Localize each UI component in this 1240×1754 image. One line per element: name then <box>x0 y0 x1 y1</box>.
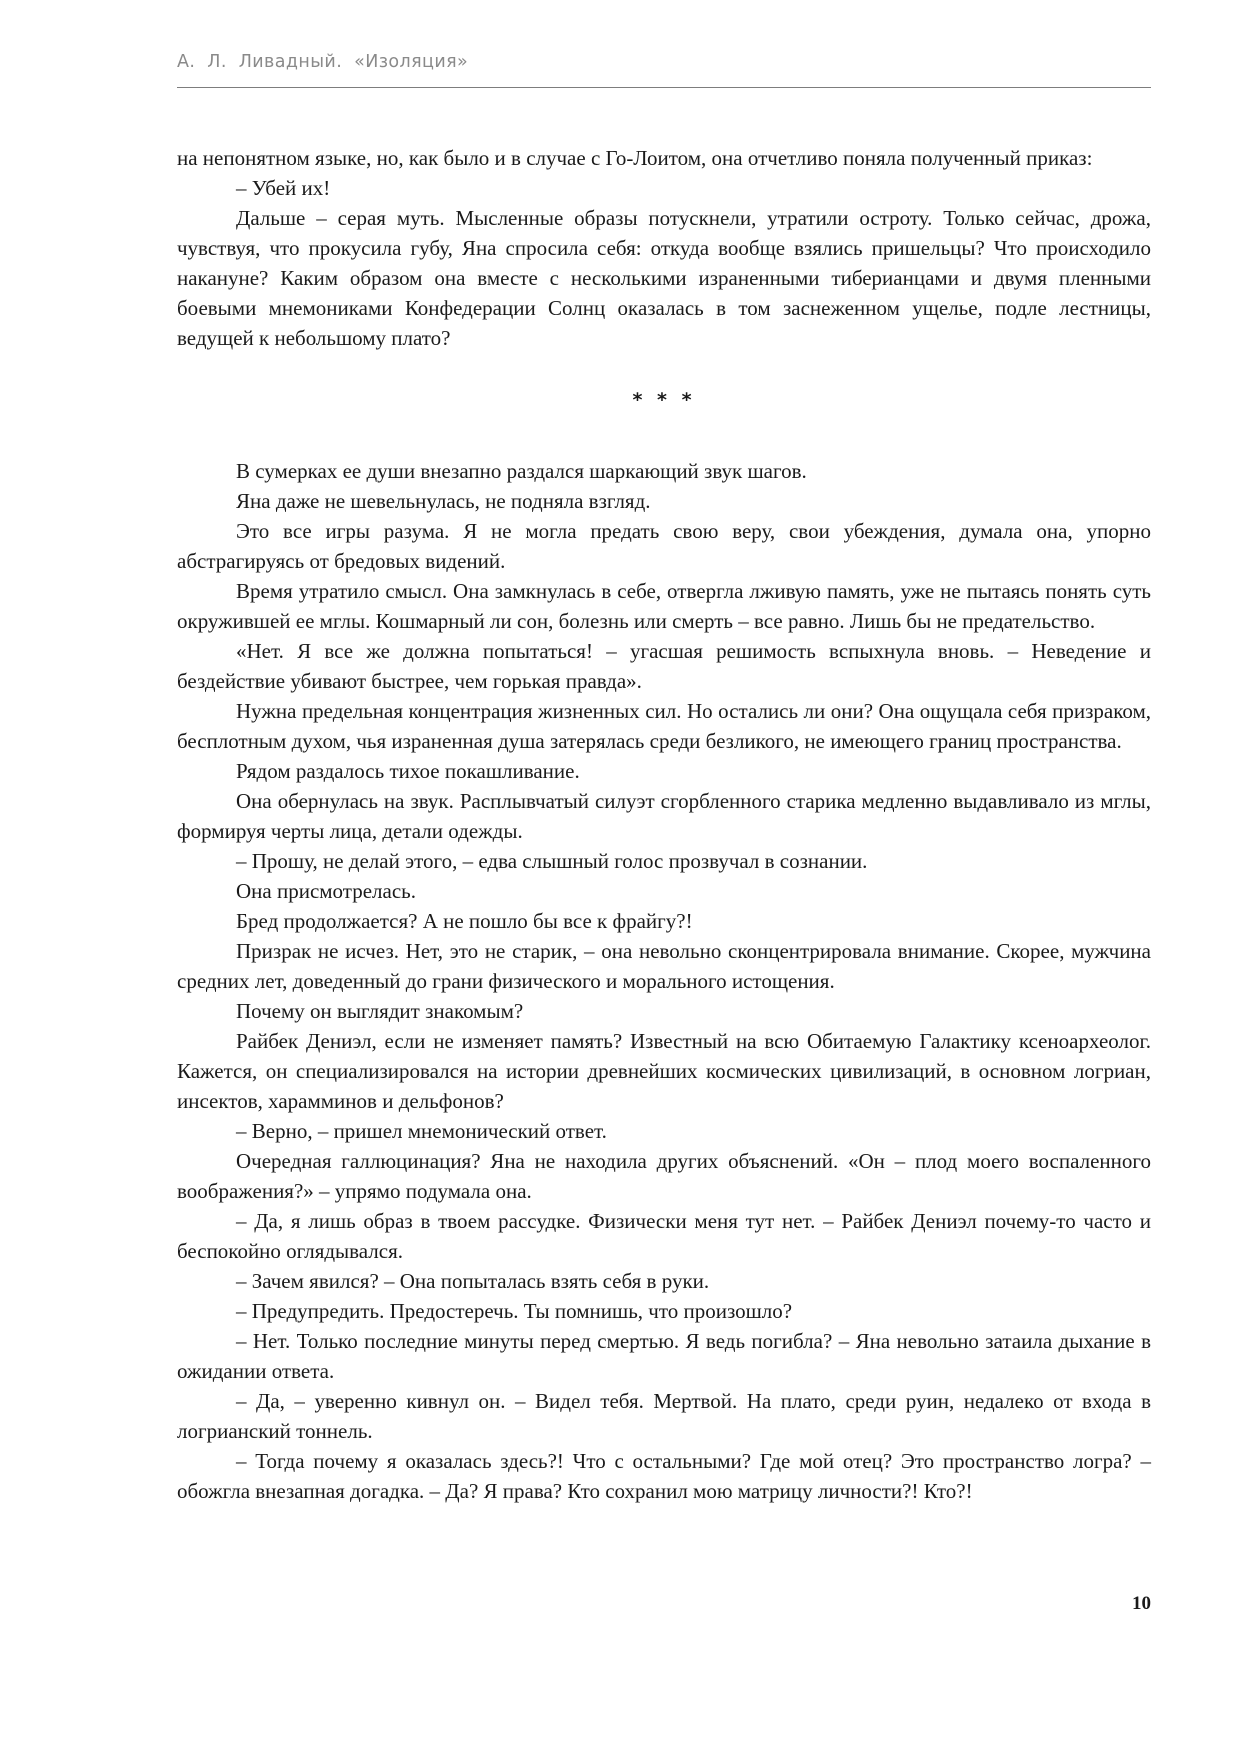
body-text <box>177 143 1151 1506</box>
paragraph: – Тогда почему я оказалась здесь?! Что с остальными? Где мой отец? Это пространство логра? – обожгла внезапная догадка. – Да? Я права? Кто сохранил мою матрицу личности?! Кто?! <box>177 1449 1151 1503</box>
paragraph: – Нет. Только последние минуты перед смертью. Я ведь погибла? – Яна невольно затаила дыхание в ожидании ответа. <box>177 1329 1151 1383</box>
paragraph: Призрак не исчез. Нет, это не старик, – она невольно сконцентрировала внимание. Скорее, мужчина средних лет, доведенный до грани физического и морального истощения. <box>177 939 1151 993</box>
paragraph: Райбек Дениэл, если не изменяет память? Известный на всю Обитаемую Галактику ксеноархеолог. Кажется, он специализировался на истории древнейших космических цивилизаций, в основном логриан, инсектов, харамминов и дельфонов? <box>177 1029 1151 1113</box>
paragraph: Очередная галлюцинация? Яна не находила других объяснений. «Он – плод моего воспаленного воображения?» – упрямо подумала она. <box>177 1149 1151 1203</box>
paragraph: Она присмотрелась. <box>236 879 416 903</box>
paragraph: Время утратило смысл. Она замкнулась в себе, отвергла лживую память, уже не пытаясь понять суть окружившей ее мглы. Кошмарный ли сон, болезнь или смерть – все равно. Лишь бы не предательство. <box>177 579 1151 633</box>
header-rule <box>177 87 1151 88</box>
paragraph: – Прошу, не делай этого, – едва слышный голос прозвучал в сознании. <box>236 849 868 873</box>
paragraph: В сумерках ее души внезапно раздался шаркающий звук шагов. <box>236 459 807 483</box>
paragraph: – Верно, – пришел мнемонический ответ. <box>236 1119 607 1143</box>
paragraph: Рядом раздалось тихое покашливание. <box>236 759 580 783</box>
paragraph: Почему он выглядит знакомым? <box>236 999 524 1023</box>
paragraph: – Да, я лишь образ в твоем рассудке. Физически меня тут нет. – Райбек Дениэл почему-то часто и беспокойно оглядывался. <box>177 1209 1151 1263</box>
paragraph: на непонятном языке, но, как было и в случае с Го-Лоитом, она отчетливо поняла полученный приказ: <box>177 146 1093 170</box>
page-number: 10 <box>1132 1593 1151 1614</box>
paragraph: Это все игры разума. Я не могла предать свою веру, свои убеждения, думала она, упорно абстрагируясь от бредовых видений. <box>177 519 1151 573</box>
paragraph: – Убей их! <box>236 176 331 200</box>
paragraph: – Предупредить. Предостеречь. Ты помнишь, что произошло? <box>236 1299 793 1323</box>
paragraph: Бред продолжается? А не пошло бы все к фрайгу?! <box>236 909 693 933</box>
paragraph: Дальше – серая муть. Мысленные образы потускнели, утратили остроту. Только сейчас, дрожа, чувствуя, что прокусила губу, Яна спросила себя: откуда вообще взялись пришельцы? Что происходило накануне? Каким образом она вместе с несколькими израненными тиберианцами и двумя пленными боевыми мнемониками Конфедерации Солнц оказалась в том заснеженном ущелье, подле лестницы, ведущей к небольшому плато? <box>177 206 1151 350</box>
paragraph: – Зачем явился? – Она попыталась взять себя в руки. <box>236 1269 710 1293</box>
paragraph: – Да, – уверенно кивнул он. – Видел тебя. Мертвой. На плато, среди руин, недалеко от входа в логрианский тоннель. <box>177 1389 1151 1443</box>
paragraph: «Нет. Я все же должна попытаться! – угасшая решимость вспыхнула вновь. – Неведение и бездействие убивают быстрее, чем горькая правда». <box>177 639 1151 693</box>
paragraph: Яна даже не шевельнулась, не подняла взгляд. <box>236 489 651 513</box>
paragraph: Она обернулась на звук. Расплывчатый силуэт сгорбленного старика медленно выдавливало из мглы, формируя черты лица, детали одежды. <box>177 789 1151 843</box>
scene-separator: * * * <box>632 389 696 411</box>
running-head: А. Л. Ливадный. «Изоляция» <box>177 52 469 72</box>
paragraph: Нужна предельная концентрация жизненных сил. Но остались ли они? Она ощущала себя призраком, бесплотным духом, чья израненная душа затерялась среди безликого, не имеющего границ пространства. <box>177 699 1151 753</box>
